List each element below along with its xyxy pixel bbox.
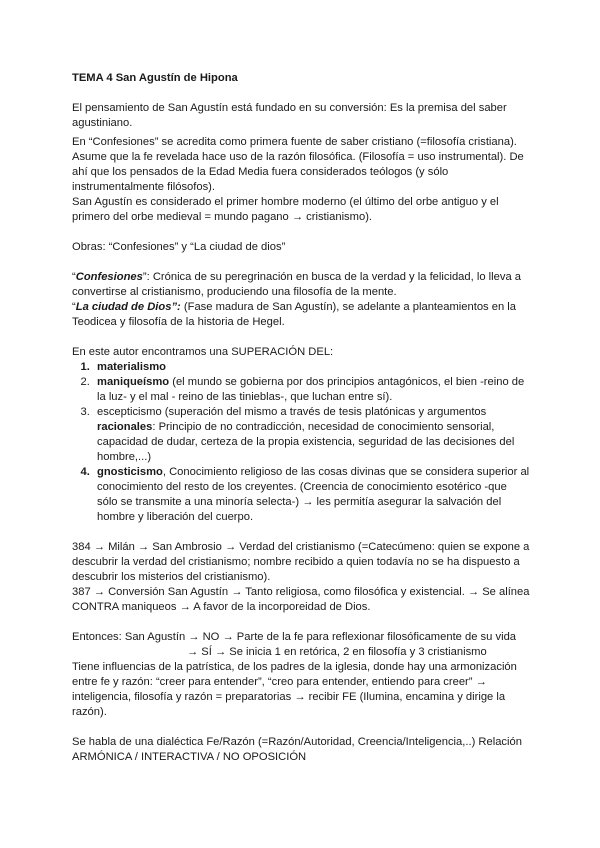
superacion-list: [72, 360, 530, 525]
entonces-line-2: → SÍ → Se inicia 1 en retórica, 2 en filosofía y 3 cristianismo: [187, 646, 487, 658]
document-page: [72, 66, 530, 765]
ciudad-term: La ciudad de Dios”:: [75, 301, 181, 313]
entonces-line-1: Entonces: San Agustín → NO → Parte de la fe para reflexionar filosóficamente de su vida: [72, 631, 517, 643]
year-384-paragraph: 384 → Milán → San Ambrosio → Verdad del cristianismo (=Catecúmeno: quien se expone a descubrir la verdad del cristianismo; nombre recibido a quien todavía no se ha dispuesto a descubrir los misterios del cristianismo).: [72, 541, 530, 583]
list-item: 1. materialismo: [93, 360, 530, 375]
page-title: TEMA 4 San Agustín de Hipona: [72, 72, 238, 84]
confesiones-term: Confesiones: [75, 271, 143, 283]
list-item: 2. maniqueísmo (el mundo se gobierna por dos principios antagónicos, el bien -reino de la luz- y el mal - reino de las tinieblas-, que luchan entre sí).: [93, 375, 530, 405]
influencias-paragraph: Tiene influencias de la patrística, de los padres de la iglesia, donde hay una armonización entre fe y razón: “creer para entender”, “creo para entender, entiendo para creer” → inteligencia, filosofía y razón = preparatorias → recibir FE (Ilumina, encamina y dirige la razón).: [72, 661, 517, 718]
moderno-paragraph: San Agustín es considerado el primer hombre moderno (el último del orbe antiguo y el primero del orbe medieval = mundo pagano → cristianismo).: [72, 196, 499, 223]
list-item: 4. gnosticismo, Conocimiento religioso de las cosas divinas que se considera superior al conocimiento del resto de los creyentes. (Creencia de conocimiento esotérico -que sólo se transmite a una minoría selecta-) → les permitía asegurar la salvación del hombre y liberación del cuerpo.: [93, 465, 530, 525]
intro-paragraph: El pensamiento de San Agustín está fundado en su conversión: Es la premisa del saber agustiniano.: [72, 102, 507, 129]
confesiones-paragraph: En “Confesiones” se acredita como primera fuente de saber cristiano (=filosofía cristiana). Asume que la fe revelada hace uso de la razón filosófica. (Filosofía = uso instrumental). De ahí que los pensados de la Edad Media fuera considerados teólogos (y sólo instrumentalmente filósofos).: [72, 136, 524, 193]
list-item: 3. escepticismo (superación del mismo a través de tesis platónicas y argumentos racionales: Principio de no contradicción, necesidad de conocimiento sensorial, capacidad de dudar, certeza de la propia existencia, seguridad de las decisiones del hombre,...): [93, 405, 530, 465]
ciudad-definition: “La ciudad de Dios”: (Fase madura de San Agustín), se adelante a planteamientos en la Teodicea y filosofía de la historia de Hegel.: [72, 301, 517, 328]
superacion-intro: En este autor encontramos una SUPERACIÓN DEL:: [72, 346, 334, 358]
year-387-paragraph: 387 → Conversión San Agustín → Tanto religiosa, como filosófica y existencial. → Se alínea CONTRA maniqueos → A favor de la incorporeidad de Dios.: [72, 586, 530, 613]
confesiones-definition: “Confesiones”: Crónica de su peregrinación en busca de la verdad y la felicidad, lo lleva a convertirse al cristianismo, produciendo una filosofía de la mente.: [72, 271, 521, 298]
dialectica-paragraph: Se habla de una dialéctica Fe/Razón (=Razón/Autoridad, Creencia/Inteligencia,..) Relación ARMÓNICA / INTERACTIVA / NO OPOSICIÓN: [72, 736, 522, 763]
obras-line: Obras: “Confesiones” y “La ciudad de dios”: [72, 241, 286, 253]
